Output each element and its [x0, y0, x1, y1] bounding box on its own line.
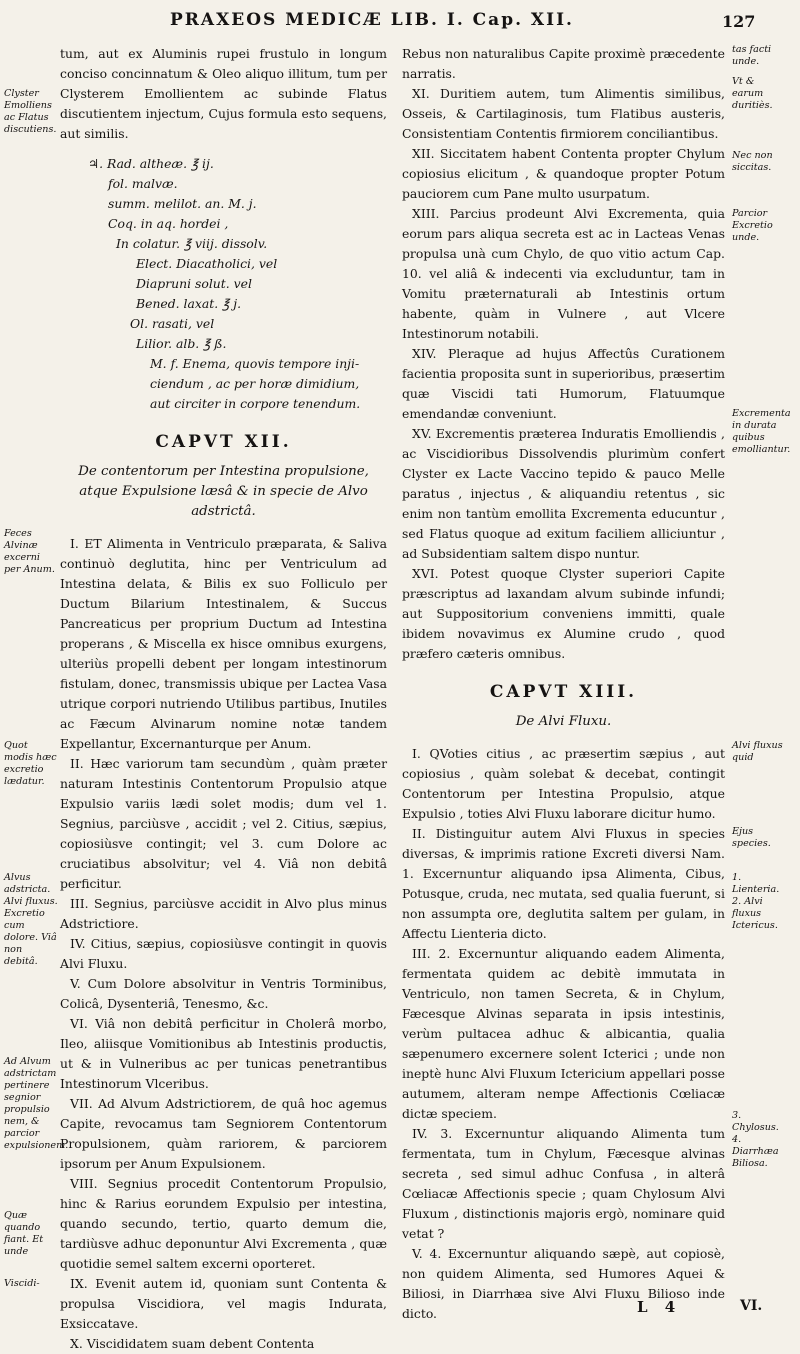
- recipe-line: ♃. Rad. altheæ. ℥ ij.: [88, 156, 214, 171]
- paragraph: III. 2. Excernuntur aliquando eadem Alimenta, fermentata quidem ac debitè immutata in Ventriculo, non tamen Secreta, & in Chylum, Fæcesque Alvinas separata in ipsis intestinis, verùm pultacea adhuc & albicantia, qualia sæpenumero excernere solent Icterici ; unde non ineptè hunc Alvi Fluxum Ictericium appellari posse autumem, alteram nempe Affectionis Cœliacæ dictæ speciem.: [402, 946, 725, 1121]
- paragraph: VII. Ad Alvum Adstrictiorem, de quâ hoc agemus Capite, revocamus tam Segniorem Contentorum Propulsionem, quàm rariorem, & parciorem ipsorum per Anum Expulsionem.: [60, 1096, 387, 1171]
- chapter-heading: CAPVT XII.: [155, 432, 292, 452]
- margin-note: Vt & earum duritiès.: [732, 76, 773, 111]
- signature-mark: L 4: [637, 1298, 682, 1316]
- paragraph: XVI. Potest quoque Clyster superiori Capite præscriptus ad laxandam alvum subinde infundi; aut Suppositorium conveniens immitti, quale ibidem novavimus ex Alumine crudo , quod præfero cæteris omnibus.: [402, 566, 725, 661]
- margin-note: 3. Chylosus. 4. Diarrhæa Biliosa.: [732, 1110, 779, 1169]
- paragraph: II. Hæc variorum tam secundùm , quàm præter naturam Intestinis Contentorum Propulsio atque Expulsio variis lædi solet modis; dum vel 1. Segnius, parciùsve , accidit ; vel 2. Citius, sæpius, copiosiùsve contingit; vel 3. cum Dolore ac cruciatibus absolvitur; vel 4. Viâ non debitâ perficitur.: [60, 756, 387, 891]
- recipe-line: summ. melilot. an. M. j.: [108, 196, 257, 211]
- paragraph: XII. Siccitatem habent Contenta propter Chylum copiosius elicitum , & quandoque propter Potum pauciorem cum Pane multo usurpatum.: [402, 146, 725, 201]
- recipe-line: Diapruni solut. vel: [136, 276, 252, 291]
- margin-note: Quot modis hæc excretio lædatur.: [4, 740, 57, 787]
- paragraph: I. QVoties citius , ac præsertim sæpius , aut copiosius , quàm solebat & decebat, contingit Contentorum per Intestina Propulsio, atque Expulsio , toties Alvi Fluxu laborare dicitur humo.: [402, 746, 725, 821]
- recipe-line: Bened. laxat. ℥ j.: [136, 296, 242, 311]
- margin-note: Alvus adstricta. Alvi fluxus. Excretio cum dolore. Viâ non debitâ.: [4, 872, 58, 967]
- catchword: VI.: [740, 1298, 763, 1314]
- margin-note: Clyster Emolliens ac Flatus discutiens.: [4, 88, 57, 135]
- right-column: [402, 44, 725, 1324]
- margin-note: 1. Lienteria. 2. Alvi fluxus Ictericus.: [732, 872, 780, 931]
- left-column: [60, 44, 387, 1354]
- paragraph: VIII. Segnius procedit Contentorum Propulsio, hinc & Rarius eorundem Expulsio per intestina, quando secundo, tertio, quarto demum die, tardiùsve adhuc deponuntur Alvi Excrementa , quæ quotidie semel saltem excerni oporteret.: [60, 1176, 387, 1271]
- margin-note: Nec non siccitas.: [732, 150, 773, 173]
- paragraph: XI. Duritiem autem, tum Alimentis similibus, Osseis, & Cartilaginosis, tum Flatibus austeris, Consistentiam Contentis firmiorem conciliantibus.: [402, 86, 725, 141]
- paragraph: III. Segnius, parciùsve accidit in Alvo plus minus Adstrictiore.: [60, 896, 387, 931]
- running-title: PRAXEOS MEDICÆ LIB. I. Cap. XII.: [170, 10, 574, 30]
- paragraph: IV. 3. Excernuntur aliquando Alimenta tum fermentata, tum in Chylum, Fæcesque alvinas secreta , sed simul adhuc Confusa , in alterâ Cœliacæ Affectionis specie ; quam Chylosum Alvi Fluxum , distinctionis majoris ergò, nominare quid vetat ?: [402, 1126, 725, 1241]
- margin-note: Viscidi-: [4, 1278, 40, 1289]
- recipe-line: aut circiter in corpore tenendum.: [150, 396, 361, 411]
- margin-note: Quæ quando fiant. Et unde: [4, 1210, 44, 1257]
- recipe-line: Ol. rasati, vel: [130, 316, 215, 331]
- margin-note: Parcior Excretio unde.: [732, 208, 773, 243]
- paragraph: Rebus non naturalibus Capite proximè præcedente narratis.: [402, 46, 725, 81]
- paragraph: X. Viscididatem suam debent Contenta: [70, 1336, 315, 1351]
- paragraph: XV. Excrementis præterea Induratis Emolliendis , ac Viscidioribus Dissolvendis plurimùm confert Clyster ex Lacte Vaccino tepido & pauco Melle paratus , injectus , & aliquandiu retentus , sic enim non tantùm emollita Excrementa educuntur , sed Flatus quoque ad exitum faciliem alliciuntur , ad Subsidentiam saltem dispo nuntur.: [402, 426, 725, 561]
- paragraph: I. ET Alimenta in Ventriculo præparata, & Saliva continuò deglutita, hinc per Ventriculum ad Intestina delata, & Bilis ex suo Folliculo per Ductum Bilarium Intestinalem, & Succus Pancreaticus per proprium Ductum ad Intestina properans , & Miscella ex hisce omnibus exurgens, ulteriùs propelli debent per longam intestinorum fistulam, donec, transmissis ubique per Lactea Vasa utrique corpori nutriendo Utilibus partibus, Inutiles ac Fæcum Alvinarum nomine notæ tandem Expellantur, Excernanturque per Anum.: [60, 536, 387, 751]
- recipe-line: ciendum , ac per horæ dimidium,: [150, 376, 360, 391]
- paragraph: IX. Evenit autem id, quoniam sunt Contenta & propulsa Viscidiora, vel magis Indurata, Exsiccatave.: [60, 1276, 387, 1331]
- paragraph: XIII. Parcius prodeunt Alvi Excrementa, quia eorum pars aliqua secreta est ac in Lacteas Venas propulsa unà cum Chylo, de quo vitio actum Cap. 10. vel aliâ & indecenti via excluduntur, tam in Vomitu præternaturali ab Intestinis ortum habente, quàm in Vulnere , aut Vlcere Intestinorum notabili.: [402, 206, 725, 341]
- paragraph: II. Distinguitur autem Alvi Fluxus in species diversas, & imprimis ratione Excreti diversi Nam. 1. Excernuntur aliquando ipsa Alimenta, Cibus, Potusque, cruda, nec mutata, sed qualia fuerunt, si non assumpta ore, deglutita saltem per gulam, in Affectu Lienteria dicto.: [402, 826, 725, 941]
- paragraph: VI. Viâ non debitâ perficitur in Cholerâ morbo, Ileo, aliisque Vomitionibus ab Intestinis productis, ut & in Vulneribus ac per tunicas penetrantibus Intestinorum Vlceribus.: [60, 1016, 387, 1091]
- recipe-line: Elect. Diacatholici, vel: [136, 256, 278, 271]
- recipe-line: Lilior. alb. ℥ ß.: [136, 336, 227, 351]
- margin-note: Ad Alvum adstrictam pertinere segnior propulsio nem, & parcior expulsionem.: [4, 1056, 69, 1151]
- paragraph: XIV. Pleraque ad hujus Affectûs Curationem facientia proposita sunt in superioribus, præsertim quæ Viscidi tati Humorum, Flatuumque emendandæ conveniunt.: [402, 346, 725, 421]
- paragraph: IV. Citius, sæpius, copiosiùsve contingit in quovis Alvi Fluxu.: [60, 936, 387, 971]
- chapter-subtitle: De contentorum per Intestina propulsione, atque Expulsione læsâ & in specie de Alvo adstrictâ.: [78, 464, 369, 519]
- intro-paragraph: tum, aut ex Aluminis rupei frustulo in longum conciso concinnatum & Oleo aliquo illitum, tum per Clysterem Emollientem ac subinde Flatus discutientem injectum, Cujus formula esto sequens, aut similis.: [60, 46, 387, 141]
- recipe-line: M. f. Enema, quovis tempore inji-: [150, 356, 360, 371]
- recipe-line: In colatur. ℥ viij. dissolv.: [116, 236, 268, 251]
- recipe-line: fol. malvæ.: [108, 176, 178, 191]
- paragraph: V. 4. Excernuntur aliquando sæpè, aut copiosè, non quidem Alimenta, sed Humores Aquei & Biliosi, in Diarrhæa sive Alvi Fluxu Bilioso inde dicto.: [402, 1246, 725, 1321]
- page-number: 127: [722, 12, 756, 31]
- margin-note: Ejus species.: [732, 826, 771, 849]
- margin-note: tas facti unde.: [732, 44, 772, 67]
- chapter-heading: CAPVT XIII.: [489, 682, 638, 702]
- recipe-line: Coq. in aq. hordei ,: [108, 216, 229, 231]
- margin-note: Feces Alvinæ excerni per Anum.: [4, 528, 55, 575]
- paragraph: V. Cum Dolore absolvitur in Ventris Torminibus, Colicâ, Dysenteriâ, Tenesmo, &c.: [60, 976, 387, 1011]
- margin-note: Alvi fluxus quid: [732, 740, 783, 763]
- chapter-subtitle: De Alvi Fluxu.: [515, 714, 612, 729]
- margin-note: Excrementa in durata quibus emolliantur.: [732, 408, 791, 455]
